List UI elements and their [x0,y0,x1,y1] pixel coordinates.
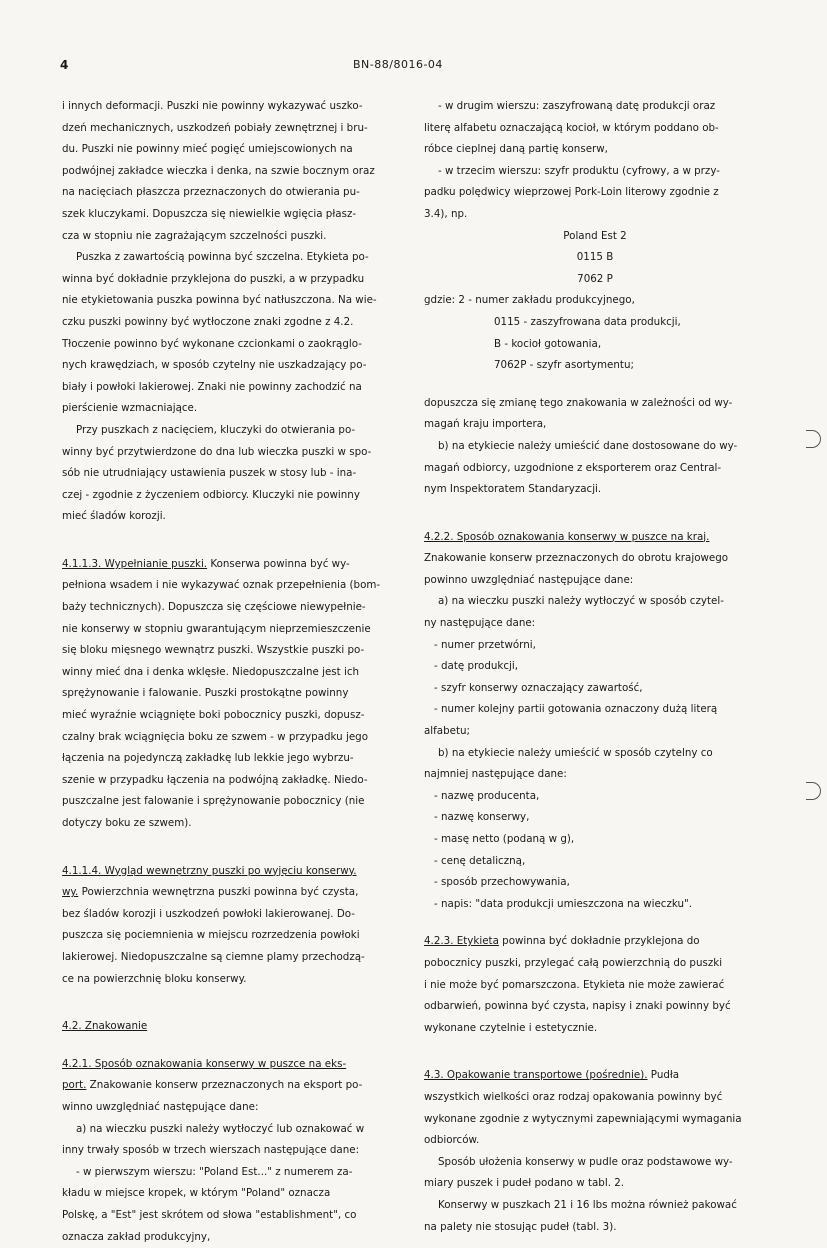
line-text: winny być przytwierdzone do dna lub wieczka puszki w spo- [62,446,371,458]
line-text: i innych deformacji. Puszki nie powinny wykazywać uszko- [62,100,363,112]
text-line [424,635,766,657]
text-line [424,570,766,592]
text-line [62,813,404,835]
section-heading: 4.2. Znakowanie [62,1020,147,1032]
text-line [424,764,766,786]
text-line [424,161,766,183]
text-line [424,699,766,721]
text-line [62,269,404,291]
text-line [424,953,766,975]
text-line [62,312,404,334]
text-line [424,872,766,894]
text-line [62,861,404,883]
line-text: Pudła [648,1069,680,1081]
line-text: - cenę detaliczną, [434,855,525,867]
line-text: 3.4), np. [424,208,467,220]
line-text: puszcza się pociemnienia w miejscu rozrzedzenia powłoki [62,929,360,941]
text-line [424,269,766,291]
line-text: sprężynowanie i falowanie. Puszki prostokątne powinny [62,687,348,699]
text-line [424,786,766,808]
line-text: - numer kolejny partii gotowania oznaczony dużą literą [434,703,717,715]
text-line [62,247,404,269]
text-line [62,1097,404,1119]
line-text: 0115 B [577,251,614,263]
text-line [62,118,404,140]
text-line [62,1119,404,1141]
text-line [62,355,404,377]
line-text: wykonane czytelnie i estetycznie. [424,1022,597,1034]
line-text: najmniej następujące dane: [424,768,567,780]
line-text: inny trwały sposób w trzech wierszach następujące dane: [62,1144,359,1156]
line-text: czej - zgodnie z życzeniem odbiorcy. Kluczyki nie powinny [62,489,360,501]
line-text: róbce cieplnej daną partię konserw, [424,143,608,155]
line-text: - masę netto (podaną w g), [434,833,574,845]
text-line [62,619,404,641]
line-text: ce na powierzchnię bloku konserwy. [62,973,246,985]
line-text: pełniona wsadem i nie wykazywać oznak przepełnienia (bom- [62,579,380,591]
text-line [424,393,766,415]
text-line [62,683,404,705]
line-text: winny mieć dna i denka wklęsłe. Niedopuszczalne jest ich [62,666,359,678]
text-line [424,1130,766,1152]
text-line [62,727,404,749]
line-text: - numer przetwórni, [434,639,536,651]
text-line [424,204,766,226]
text-line [424,1173,766,1195]
text-line [424,975,766,997]
line-text: - szyfr konserwy oznaczający zawartość, [434,682,643,694]
text-line [62,1183,404,1205]
line-text: b) na etykiecie należy umieścić dane dostosowane do wy- [438,440,737,452]
line-text: alfabetu; [424,725,470,737]
section-heading: 4.2.3. Etykieta [424,935,499,947]
line-text: wszystkich wielkości oraz rodzaj opakowania powinny być [424,1091,722,1103]
line-text: literę alfabetu oznaczającą kocioł, w którym poddano ob- [424,122,719,134]
text-line [62,398,404,420]
line-text: czku puszki powinny być wytłoczone znaki zgodne z 4.2. [62,316,353,328]
line-text: biały i powłoki lakierowej. Znaki nie powinny zachodzić na [62,381,362,393]
text-line [424,479,766,501]
text-line [424,591,766,613]
text-line [62,947,404,969]
line-text: Konserwa powinna być wy- [207,558,350,570]
text-line [424,1109,766,1131]
section-heading: port. [62,1079,86,1091]
text-line [62,770,404,792]
line-text: - datę produkcji, [434,660,518,672]
text-line [62,139,404,161]
line-text: - nazwę konserwy, [434,811,529,823]
text-line [424,334,766,356]
text-line [424,527,766,549]
text-line [62,662,404,684]
text-line [62,748,404,770]
text-line [62,1205,404,1227]
text-line [424,807,766,829]
text-line [424,894,766,916]
text-line [62,334,404,356]
line-text: winno uwzględniać następujące dane: [62,1101,258,1113]
text-line [424,247,766,269]
line-text: padku polędwicy wieprzowej Pork-Loin literowy zgodnie z [424,186,719,198]
text-line [424,1152,766,1174]
text-line [62,420,404,442]
text-line [424,1087,766,1109]
line-text: nych krawędziach, w sposób czytelny nie uszkadzający po- [62,359,366,371]
text-line [424,355,766,377]
text-line [424,1195,766,1217]
line-text: gdzie: 2 - numer zakładu produkcyjnego, [424,294,635,306]
line-text: - w pierwszym wierszu: "Poland Est..." z numerem za- [76,1166,352,1178]
text-line [424,312,766,334]
line-text: a) na wieczku puszki należy wytłoczyć lub oznakować w [76,1123,364,1135]
text-line [62,575,404,597]
line-text: nym Inspektoratem Standaryzacji. [424,483,601,495]
text-line [62,463,404,485]
text-line [424,118,766,140]
document-code: BN-88/8016-04 [353,58,443,71]
line-text: na nacięciach płaszcza przeznaczonych do otwierania pu- [62,186,360,198]
line-text: podwójnej zakładce wieczka i denka, na szwie bocznym oraz [62,165,375,177]
line-text: 0115 - zaszyfrowana data produkcji, [494,316,681,328]
text-line [424,182,766,204]
text-line [62,226,404,248]
line-text: wykonane zgodnie z wytycznymi zapewniającymi wymagania [424,1113,742,1125]
line-text: baży technicznych). Dopuszcza się częściowe niewypełnie- [62,601,366,613]
line-text: ny następujące dane: [424,617,535,629]
text-line [424,548,766,570]
text-line [62,96,404,118]
line-text: i nie może być pomarszczona. Etykieta nie może zawierać [424,979,724,991]
line-text: Poland Est 2 [563,230,626,242]
section-heading: wy. [62,886,78,898]
line-text: łączenia na pojedynczą zakładkę lub lekkie jego wybrzu- [62,752,354,764]
text-line [62,1227,404,1248]
text-line [424,743,766,765]
line-text: pobocznicy puszki, przylegać całą powierzchnią do puszki [424,957,722,969]
line-text: powinno uwzględniać następujące dane: [424,574,633,586]
text-line [62,182,404,204]
section-heading: 4.1.1.4. Wygląd wewnętrzny puszki po wyjęciu konserwy. [62,865,357,877]
line-text: 7062 P [577,273,613,285]
text-line [424,656,766,678]
section-heading: 4.2.1. Sposób oznakowania konserwy w puszce na eks- [62,1058,346,1070]
section-heading: 4.3. Opakowanie transportowe (pośrednie). [424,1069,648,1081]
line-text: mieć śladów korozji. [62,510,166,522]
text-line [62,485,404,507]
section-heading: 4.1.1.3. Wypełnianie puszki. [62,558,207,570]
text-line [424,1065,766,1087]
text-line [62,204,404,226]
line-text: dzeń mechanicznych, uszkodzeń pobiały zewnętrznej i bru- [62,122,368,134]
text-line [424,139,766,161]
line-text: Znakowanie konserw przeznaczonych do obrotu krajowego [424,552,728,564]
text-line [424,678,766,700]
text-line [62,161,404,183]
page-number: 4 [60,58,68,72]
text-line [62,1054,404,1076]
line-text: nie konserwy w stopniu gwarantującym nieprzemieszczenie [62,623,371,635]
text-line [424,931,766,953]
line-text: - w drugim wierszu: zaszyfrowaną datę produkcji oraz [438,100,715,112]
line-text: - sposób przechowywania, [434,876,570,888]
line-text: szek kluczykami. Dopuszcza się niewielkie wgięcia płasz- [62,208,356,220]
line-text: Znakowanie konserw przeznaczonych na eksport po- [86,1079,362,1091]
hole-punch-mark [806,782,821,800]
line-text: się bloku mięsnego wewnątrz puszki. Wszystkie puszki po- [62,644,364,656]
line-text: kładu w miejsce kropek, w którym "Poland" oznacza [62,1187,330,1199]
text-line [62,506,404,528]
line-text: a) na wieczku puszki należy wytłoczyć w sposób czytel- [438,595,724,607]
text-line [424,458,766,480]
text-line [424,226,766,248]
line-text: czalny brak wciągnięcia boku ze szwem - w przypadku jego [62,731,368,743]
line-text: pierścienie wzmacniające. [62,402,197,414]
text-line [62,969,404,991]
line-text: Polskę, a "Est" jest skrótem od słowa "establishment", co [62,1209,356,1221]
line-text: nie etykietowania puszka powinna być natłuszczona. Na wie- [62,294,377,306]
text-line [62,1016,404,1038]
text-line [62,442,404,464]
line-text: Tłoczenie powinno być wykonane czcionkami o zaokrąglo- [62,338,362,350]
line-text: winna być dokładnie przyklejona do puszki, a w przypadku [62,273,364,285]
text-line [424,290,766,312]
text-line [424,1217,766,1239]
text-line [62,1140,404,1162]
text-line [424,996,766,1018]
line-text: Powierzchnia wewnętrzna puszki powinna być czysta, [78,886,358,898]
line-text: 7062P - szyfr asortymentu; [494,359,634,371]
line-text: du. Puszki nie powinny mieć pogięć umiejscowionych na [62,143,353,155]
text-line [424,96,766,118]
line-text: Sposób ułożenia konserwy w pudle oraz podstawowe wy- [438,1156,733,1168]
line-text: Konserwy w puszkach 21 i 16 lbs można również pakować [438,1199,737,1211]
text-line [62,1075,404,1097]
line-text: magań kraju importera, [424,418,546,430]
line-text: odbiorców. [424,1134,479,1146]
text-line [424,436,766,458]
text-line [62,904,404,926]
text-line [424,721,766,743]
text-line [62,1162,404,1184]
left-column [62,96,404,1248]
line-text: dotyczy boku ze szwem). [62,817,192,829]
text-line [62,925,404,947]
line-text: bez śladów korozji i uszkodzeń powłoki lakierowanej. Do- [62,908,355,920]
text-line [62,640,404,662]
line-text: magań odbiorcy, uzgodnione z eksporterem oraz Central- [424,462,721,474]
line-text: Puszka z zawartością powinna być szczelna. Etykieta po- [76,251,369,263]
line-text: oznacza zakład produkcyjny, [62,1231,210,1243]
line-text: sób nie utrudniający ustawienia puszek w stosy lub - ina- [62,467,356,479]
text-line [62,705,404,727]
line-text: B - kocioł gotowania, [494,338,601,350]
line-text: - w trzecim wierszu: szyfr produktu (cyfrowy, a w przy- [438,165,720,177]
right-column [424,96,766,1238]
line-text: mieć wyraźnie wciągnięte boki pobocznicy puszki, dopusz- [62,709,364,721]
line-text: odbarwień, powinna być czysta, napisy i znaki powinny być [424,1000,731,1012]
line-text: lakierowej. Niedopuszczalne są ciemne plamy przechodzą- [62,951,365,963]
text-line [424,851,766,873]
text-line [424,613,766,635]
line-text: szenie w przypadku łączenia na podwójną zakładkę. Niedo- [62,774,368,786]
line-text: powinna być dokładnie przyklejona do [499,935,700,947]
line-text: b) na etykiecie należy umieścić w sposób czytelny co [438,747,713,759]
line-text: - napis: "data produkcji umieszczona na wieczku". [434,898,692,910]
text-line [62,290,404,312]
line-text: puszczalne jest falowanie i sprężynowanie pobocznicy (nie [62,795,364,807]
line-text: - nazwę producenta, [434,790,539,802]
line-text: Przy puszkach z nacięciem, kluczyki do otwierania po- [76,424,355,436]
text-line [62,791,404,813]
text-line [424,829,766,851]
section-heading: 4.2.2. Sposób oznakowania konserwy w puszce na kraj. [424,531,709,543]
text-line [62,554,404,576]
line-text: na palety nie stosując pudeł (tabl. 3). [424,1221,617,1233]
text-line [62,597,404,619]
line-text: cza w stopniu nie zagrażającym szczelności puszki. [62,230,326,242]
line-text: dopuszcza się zmianę tego znakowania w zależności od wy- [424,397,732,409]
text-line [62,377,404,399]
text-line [62,882,404,904]
hole-punch-mark [806,430,821,448]
text-line [424,1018,766,1040]
line-text: miary puszek i pudeł podano w tabl. 2. [424,1177,624,1189]
text-line [424,414,766,436]
